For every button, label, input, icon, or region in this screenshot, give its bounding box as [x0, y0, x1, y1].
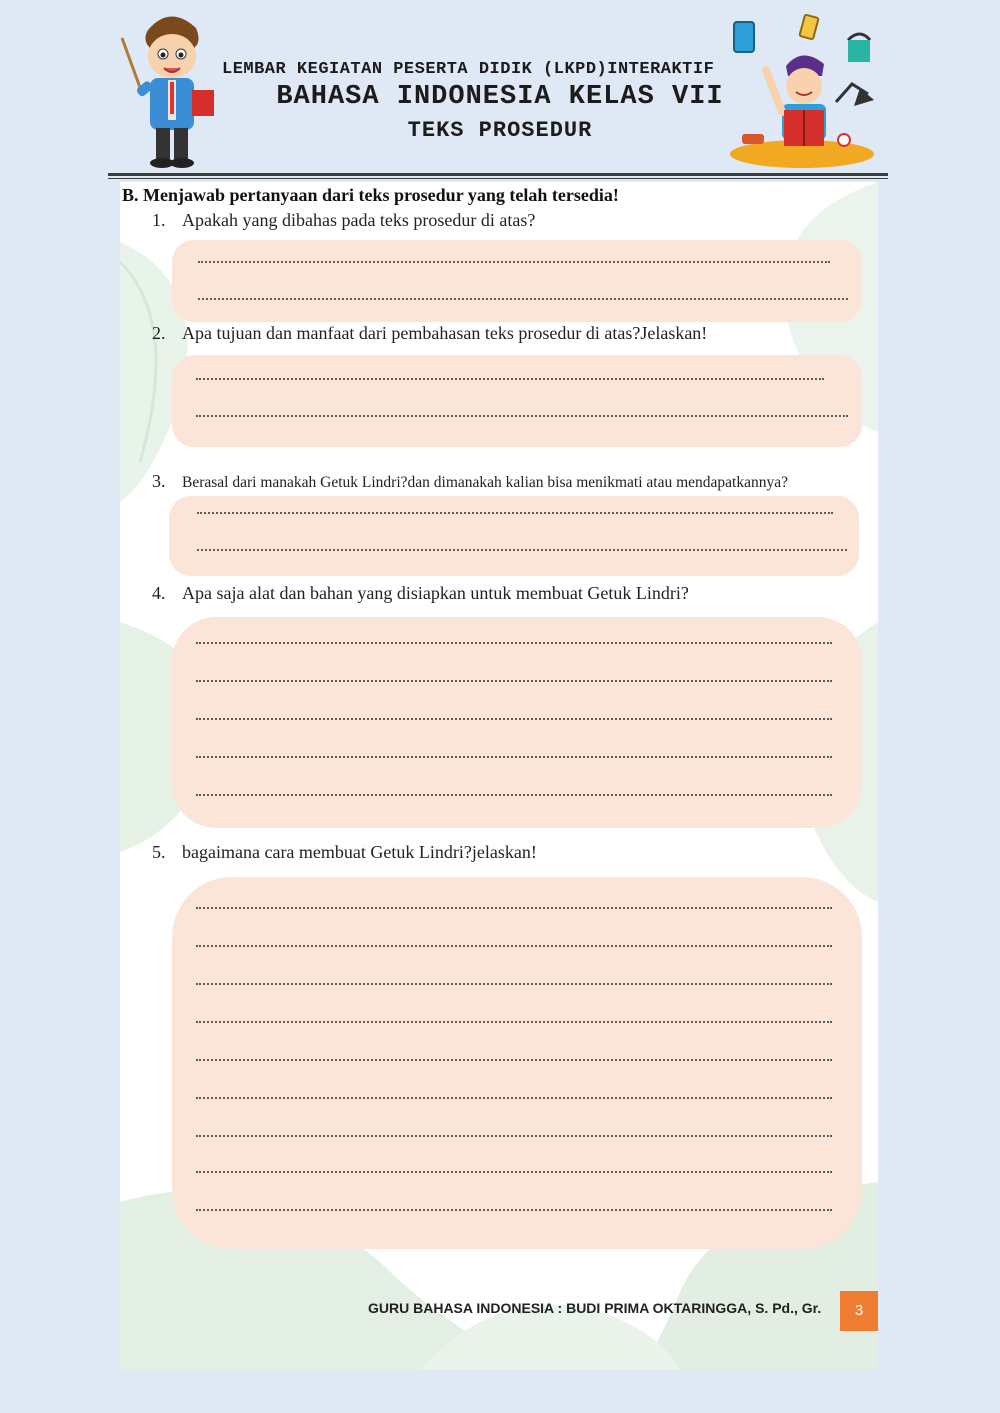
- question-text: Apa saja alat dan bahan yang disiapkan untuk membuat Getuk Lindri?: [182, 583, 689, 603]
- question-number: 5.: [152, 842, 166, 862]
- question-text: Apa tujuan dan manfaat dari pembahasan teks prosedur di atas?Jelaskan!: [182, 323, 708, 343]
- section-title: B. Menjawab pertanyaan dari teks prosedur yang telah tersedia!: [122, 185, 619, 205]
- answer-line[interactable]: [198, 261, 830, 263]
- question-4: [152, 583, 689, 604]
- question-5: [152, 842, 537, 863]
- question-text: bagaimana cara membuat Getuk Lindri?jelaskan!: [182, 842, 537, 862]
- answer-box-2[interactable]: [172, 355, 862, 447]
- header-line-1: LEMBAR KEGIATAN PESERTA DIDIK (LKPD)INTERAKTIF: [222, 60, 715, 79]
- answer-line[interactable]: [196, 415, 848, 417]
- question-number: 1.: [152, 210, 166, 230]
- footer-credit: GURU BAHASA INDONESIA : BUDI PRIMA OKTARINGGA, S. Pd., Gr.: [368, 1300, 822, 1316]
- answer-line[interactable]: [196, 378, 824, 380]
- header-rule-thin: [108, 178, 888, 179]
- page-number-badge: 3: [840, 1291, 878, 1331]
- answer-box-5[interactable]: [172, 877, 862, 1249]
- answer-line[interactable]: [196, 1135, 832, 1137]
- question-text: Apakah yang dibahas pada teks prosedur di atas?: [182, 210, 536, 230]
- question-text: Berasal dari manakah Getuk Lindri?dan dimanakah kalian bisa menikmati atau mendapatkannya?: [182, 474, 788, 491]
- answer-line[interactable]: [196, 1209, 832, 1211]
- question-2: [152, 323, 707, 344]
- answer-line[interactable]: [196, 1059, 832, 1061]
- answer-box-3[interactable]: [169, 496, 859, 576]
- answer-line[interactable]: [198, 298, 848, 300]
- question-3: [152, 471, 788, 492]
- answer-line[interactable]: [196, 983, 832, 985]
- question-1: [152, 210, 535, 231]
- header-rule: [108, 173, 888, 176]
- question-number: 4.: [152, 583, 166, 603]
- answer-line[interactable]: [196, 718, 832, 720]
- header-line-2: BAHASA INDONESIA KELAS VII: [276, 82, 724, 112]
- reading-student-illustration: [728, 14, 876, 169]
- answer-line[interactable]: [197, 512, 833, 514]
- answer-box-4[interactable]: [172, 617, 862, 828]
- header-line-3: TEKS PROSEDUR: [407, 118, 593, 143]
- answer-line[interactable]: [196, 794, 832, 796]
- answer-line[interactable]: [196, 945, 832, 947]
- answer-line[interactable]: [196, 680, 832, 682]
- answer-box-1[interactable]: [172, 240, 862, 322]
- answer-line[interactable]: [197, 549, 847, 551]
- question-number: 3.: [152, 471, 166, 491]
- answer-line[interactable]: [196, 1097, 832, 1099]
- answer-line[interactable]: [196, 642, 832, 644]
- question-number: 2.: [152, 323, 166, 343]
- answer-line[interactable]: [196, 1171, 832, 1173]
- answer-line[interactable]: [196, 907, 832, 909]
- answer-line[interactable]: [196, 1021, 832, 1023]
- answer-line[interactable]: [196, 756, 832, 758]
